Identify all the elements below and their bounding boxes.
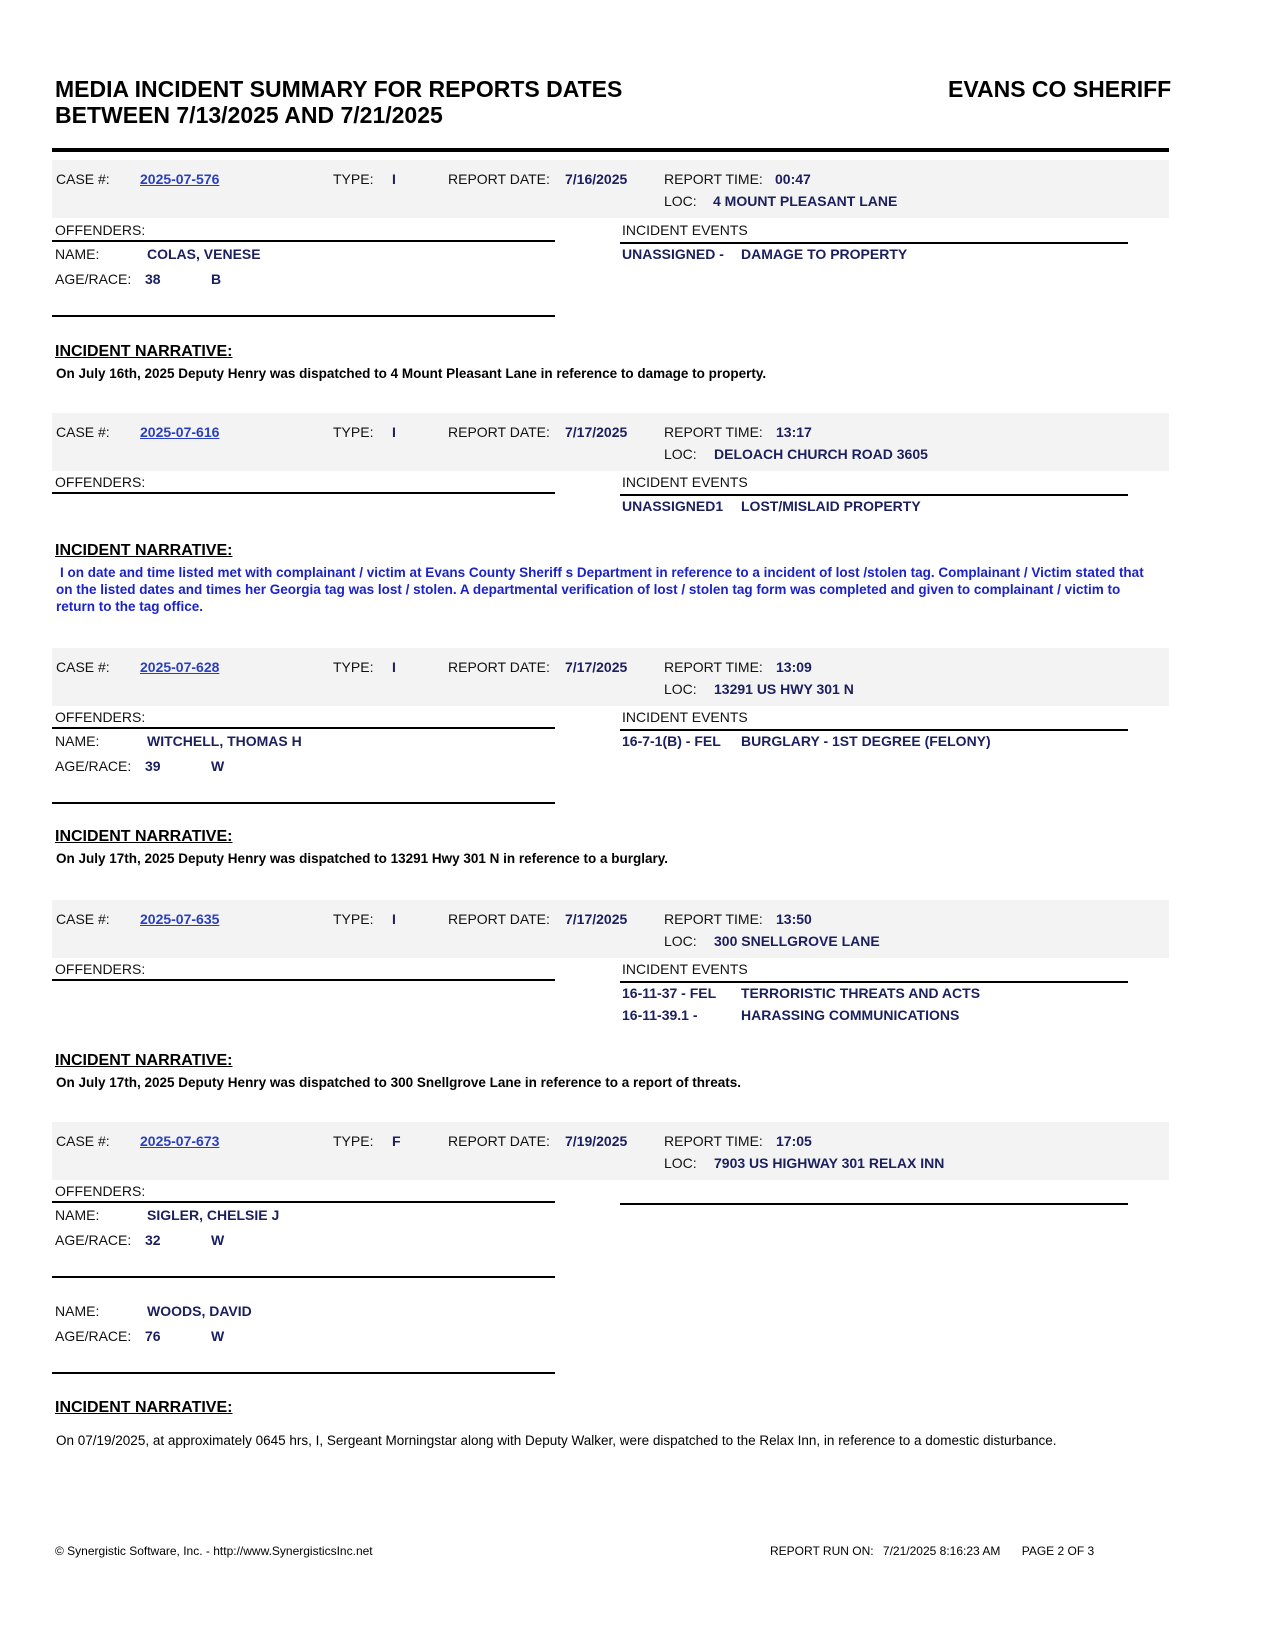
offenders-label: OFFENDERS: — [55, 474, 146, 490]
case-label: CASE #: — [56, 1133, 110, 1149]
report-time-value: 13:09 — [776, 659, 812, 675]
narrative-text: On July 17th, 2025 Deputy Henry was dispatched to 300 Snellgrove Lane in reference to a report of threats. — [56, 1075, 741, 1090]
offender-name: COLAS, VENESE — [147, 246, 261, 262]
type-label: TYPE: — [333, 424, 374, 440]
agency-name: EVANS CO SHERIFF — [948, 76, 1172, 102]
events-rule — [620, 981, 1128, 983]
narrative-heading: INCIDENT NARRATIVE: — [55, 828, 233, 845]
case-header-band — [52, 413, 1169, 471]
case-number-link[interactable]: 2025-07-628 — [140, 659, 220, 675]
report-time-value: 17:05 — [776, 1133, 812, 1149]
narrative-text: On July 16th, 2025 Deputy Henry was dispatched to 4 Mount Pleasant Lane in reference to damage to property. — [56, 366, 767, 381]
name-label: NAME: — [55, 733, 100, 749]
footer-run-info — [770, 1544, 1094, 1558]
narrative-text: On July 17th, 2025 Deputy Henry was dispatched to 13291 Hwy 301 N in reference to a burglary. — [56, 851, 668, 866]
location-label: LOC: — [664, 681, 697, 697]
offender-end-rule — [52, 1372, 555, 1374]
name-label: NAME: — [55, 1207, 100, 1223]
event-code: UNASSIGNED1 — [622, 498, 724, 514]
type-value: F — [392, 1133, 401, 1149]
location-label: LOC: — [664, 933, 697, 949]
report-time-value: 13:50 — [776, 911, 812, 927]
narrative-heading: INCIDENT NARRATIVE: — [55, 1399, 233, 1416]
narrative-heading: INCIDENT NARRATIVE: — [55, 542, 233, 559]
report-date-value: 7/17/2025 — [565, 424, 628, 440]
offender-end-rule — [52, 315, 555, 317]
location-value: 4 MOUNT PLEASANT LANE — [713, 193, 898, 209]
case-label: CASE #: — [56, 911, 110, 927]
report-time-label: REPORT TIME: — [664, 1133, 763, 1149]
offender-age: 39 — [145, 758, 161, 774]
age-race-label: AGE/RACE: — [55, 1232, 132, 1248]
report-date-value: 7/16/2025 — [565, 171, 628, 187]
offender-race: W — [211, 1232, 225, 1248]
report-run-value: 7/21/2025 8:16:23 AM — [882, 1544, 1001, 1558]
offenders-label: OFFENDERS: — [55, 1183, 146, 1199]
event-description: DAMAGE TO PROPERTY — [741, 246, 908, 262]
report-date-label: REPORT DATE: — [448, 911, 550, 927]
case-label: CASE #: — [56, 171, 110, 187]
offender-name: WOODS, DAVID — [147, 1303, 252, 1319]
offender-end-rule — [52, 1276, 555, 1278]
report-time-label: REPORT TIME: — [664, 911, 763, 927]
incident-events-label: INCIDENT EVENTS — [622, 961, 748, 977]
event-description: LOST/MISLAID PROPERTY — [741, 498, 921, 514]
events-rule — [620, 242, 1128, 244]
report-date-label: REPORT DATE: — [448, 659, 550, 675]
narrative-heading: INCIDENT NARRATIVE: — [55, 343, 233, 360]
case-label: CASE #: — [56, 424, 110, 440]
type-value: I — [392, 424, 396, 440]
location-value: 7903 US HIGHWAY 301 RELAX INN — [714, 1155, 945, 1171]
name-label: NAME: — [55, 246, 100, 262]
page-number: PAGE 2 OF 3 — [1021, 1544, 1095, 1558]
offender-age: 76 — [145, 1328, 161, 1344]
event-code: 16-11-37 - FEL — [622, 985, 717, 1001]
events-rule — [620, 494, 1128, 496]
type-value: I — [392, 171, 396, 187]
report-time-label: REPORT TIME: — [664, 171, 763, 187]
offender-age: 32 — [145, 1232, 161, 1248]
report-date-label: REPORT DATE: — [448, 171, 550, 187]
report-date-value: 7/19/2025 — [565, 1133, 628, 1149]
case-number-link[interactable]: 2025-07-635 — [140, 911, 220, 927]
events-rule — [620, 729, 1128, 731]
location-value: DELOACH CHURCH ROAD 3605 — [714, 446, 928, 462]
offender-end-rule — [52, 802, 555, 804]
events-rule — [620, 1203, 1128, 1205]
footer-copyright: © Synergistic Software, Inc. - http://www.SynergisticsInc.net — [55, 1544, 373, 1558]
offenders-label: OFFENDERS: — [55, 961, 146, 977]
offender-name: SIGLER, CHELSIE J — [147, 1207, 280, 1223]
case-number-link[interactable]: 2025-07-673 — [140, 1133, 220, 1149]
location-label: LOC: — [664, 446, 697, 462]
incident-events-label: INCIDENT EVENTS — [622, 222, 748, 238]
case-header-band — [52, 1122, 1169, 1180]
case-label: CASE #: — [56, 659, 110, 675]
report-time-label: REPORT TIME: — [664, 424, 763, 440]
offender-age: 38 — [145, 271, 161, 287]
header-divider — [52, 148, 1169, 152]
event-description: TERRORISTIC THREATS AND ACTS — [741, 985, 981, 1001]
offender-race: W — [211, 1328, 225, 1344]
report-date-value: 7/17/2025 — [565, 659, 628, 675]
report-date-label: REPORT DATE: — [448, 1133, 550, 1149]
report-title: MEDIA INCIDENT SUMMARY FOR REPORTS DATES BETWEEN 7/13/2025 AND 7/21/2025 — [55, 76, 623, 128]
report-run-label: REPORT RUN ON: — [770, 1544, 874, 1558]
event-code: 16-11-39.1 - — [622, 1007, 698, 1023]
offender-race: B — [211, 271, 222, 287]
event-code: 16-7-1(B) - FEL — [622, 733, 721, 749]
offenders-rule — [52, 1201, 555, 1203]
report-time-value: 00:47 — [775, 171, 811, 187]
offenders-rule — [52, 240, 555, 242]
offenders-rule — [52, 979, 555, 981]
report-date-label: REPORT DATE: — [448, 424, 550, 440]
offenders-rule — [52, 727, 555, 729]
type-value: I — [392, 911, 396, 927]
event-code: UNASSIGNED - — [622, 246, 724, 262]
age-race-label: AGE/RACE: — [55, 758, 132, 774]
age-race-label: AGE/RACE: — [55, 1328, 132, 1344]
case-number-link[interactable]: 2025-07-576 — [140, 171, 220, 187]
event-description: HARASSING COMMUNICATIONS — [741, 1007, 960, 1023]
offender-race: W — [211, 758, 225, 774]
offenders-label: OFFENDERS: — [55, 709, 146, 725]
narrative-text: On 07/19/2025, at approximately 0645 hrs, I, Sergeant Morningstar along with Deputy Walker, were dispatched to the Relax Inn, in reference to a domestic disturbance. — [56, 1433, 1057, 1448]
narrative-heading: INCIDENT NARRATIVE: — [55, 1052, 233, 1069]
type-label: TYPE: — [333, 171, 374, 187]
location-label: LOC: — [664, 193, 697, 209]
location-value: 13291 US HWY 301 N — [714, 681, 854, 697]
name-label: NAME: — [55, 1303, 100, 1319]
offenders-label: OFFENDERS: — [55, 222, 146, 238]
event-description: BURGLARY - 1ST DEGREE (FELONY) — [741, 733, 991, 749]
type-value: I — [392, 659, 396, 675]
location-value: 300 SNELLGROVE LANE — [714, 933, 880, 949]
location-label: LOC: — [664, 1155, 697, 1171]
case-header-band — [52, 900, 1169, 958]
report-date-value: 7/17/2025 — [565, 911, 628, 927]
incident-events-label: INCIDENT EVENTS — [622, 474, 748, 490]
case-number-link[interactable]: 2025-07-616 — [140, 424, 220, 440]
report-time-label: REPORT TIME: — [664, 659, 763, 675]
offenders-rule — [52, 492, 555, 494]
age-race-label: AGE/RACE: — [55, 271, 132, 287]
offender-name: WITCHELL, THOMAS H — [147, 733, 302, 749]
report-time-value: 13:17 — [776, 424, 812, 440]
case-header-band — [52, 648, 1169, 706]
type-label: TYPE: — [333, 911, 374, 927]
incident-events-label: INCIDENT EVENTS — [622, 709, 748, 725]
type-label: TYPE: — [333, 1133, 374, 1149]
case-header-band — [52, 160, 1169, 218]
narrative-text: I on date and time listed met with complainant / victim at Evans County Sheriff s Department in reference to a incident of lost /stolen tag. Complainant / Victim stated that on the listed dates and times her Georgia tag was lost / stolen. A departmental verification of lost / stolen tag form was completed and given to complainant / victim to return to the tag office. — [56, 565, 1144, 614]
type-label: TYPE: — [333, 659, 374, 675]
